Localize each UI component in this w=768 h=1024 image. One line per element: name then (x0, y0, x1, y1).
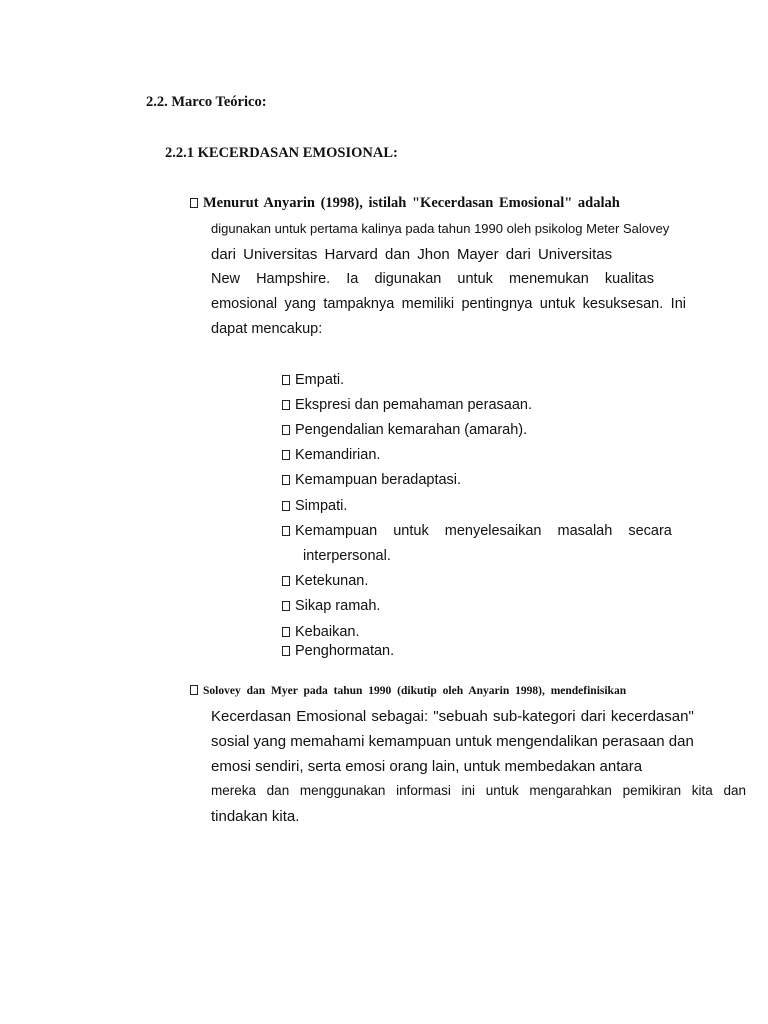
paragraph1-lead-text: Menurut Anyarin (1998), istilah "Kecerdasan Emosional" adalah (203, 195, 620, 211)
paragraph2-line: mereka dan menggunakan informasi ini untuk mengarahkan pemikiran kita dan (211, 783, 746, 798)
bullet-box-icon (190, 198, 198, 208)
list-item-continuation: interpersonal. (303, 548, 391, 564)
bullet-box-icon (282, 375, 290, 385)
paragraph2-line: emosi sendiri, serta emosi orang lain, untuk membedakan antara (211, 758, 643, 775)
bullet-box-icon (282, 627, 290, 637)
bullet-box-icon (282, 646, 290, 656)
paragraph1-line: dari Universitas Harvard dan Jhon Mayer dari Universitas (211, 246, 613, 263)
list-item: Kemampuan untuk menyelesaikan masalah secara (282, 523, 672, 539)
list-item: Kebaikan. (282, 624, 360, 640)
bullet-box-icon (282, 501, 290, 511)
subsection-heading: 2.2.1 KECERDASAN EMOSIONAL: (165, 145, 398, 161)
paragraph1-lead (190, 195, 620, 212)
bullet-box-icon (282, 601, 290, 611)
list-item: Kemandirian. (282, 447, 380, 463)
list-item: Sikap ramah. (282, 598, 380, 614)
paragraph2-lead (190, 685, 626, 697)
bullet-box-icon (282, 450, 290, 460)
list-item: Kemampuan beradaptasi. (282, 472, 461, 488)
list-item: Simpati. (282, 498, 347, 514)
bullet-box-icon (282, 526, 290, 536)
paragraph1-line: New Hampshire. Ia digunakan untuk menemukan kualitas (211, 271, 654, 287)
paragraph1-line: digunakan untuk pertama kalinya pada tahun 1990 oleh psikolog Meter Salovey (211, 221, 670, 236)
bullet-box-icon (282, 475, 290, 485)
paragraph1-line: emosional yang tampaknya memiliki pentingnya untuk kesuksesan. Ini (211, 296, 686, 312)
bullet-box-icon (282, 400, 290, 410)
paragraph2-line: tindakan kita. (211, 808, 300, 825)
paragraph2-lead-text: Solovey dan Myer pada tahun 1990 (dikutip oleh Anyarin 1998), mendefinisikan (203, 685, 627, 697)
paragraph1-line: dapat mencakup: (211, 321, 323, 337)
list-item: Empati. (282, 372, 344, 388)
bullet-box-icon (282, 576, 290, 586)
paragraph2-line: Kecerdasan Emosional sebagai: "sebuah sub-kategori dari kecerdasan" (211, 708, 694, 725)
bullet-box-icon (282, 425, 290, 435)
list-item: Ketekunan. (282, 573, 368, 589)
list-item: Penghormatan. (282, 643, 394, 659)
section-heading: 2.2. Marco Teórico: (146, 94, 267, 110)
list-item: Ekspresi dan pemahaman perasaan. (282, 397, 532, 413)
bullet-box-icon (190, 685, 198, 695)
paragraph2-line: sosial yang memahami kemampuan untuk mengendalikan perasaan dan (211, 733, 694, 750)
list-item: Pengendalian kemarahan (amarah). (282, 422, 527, 438)
